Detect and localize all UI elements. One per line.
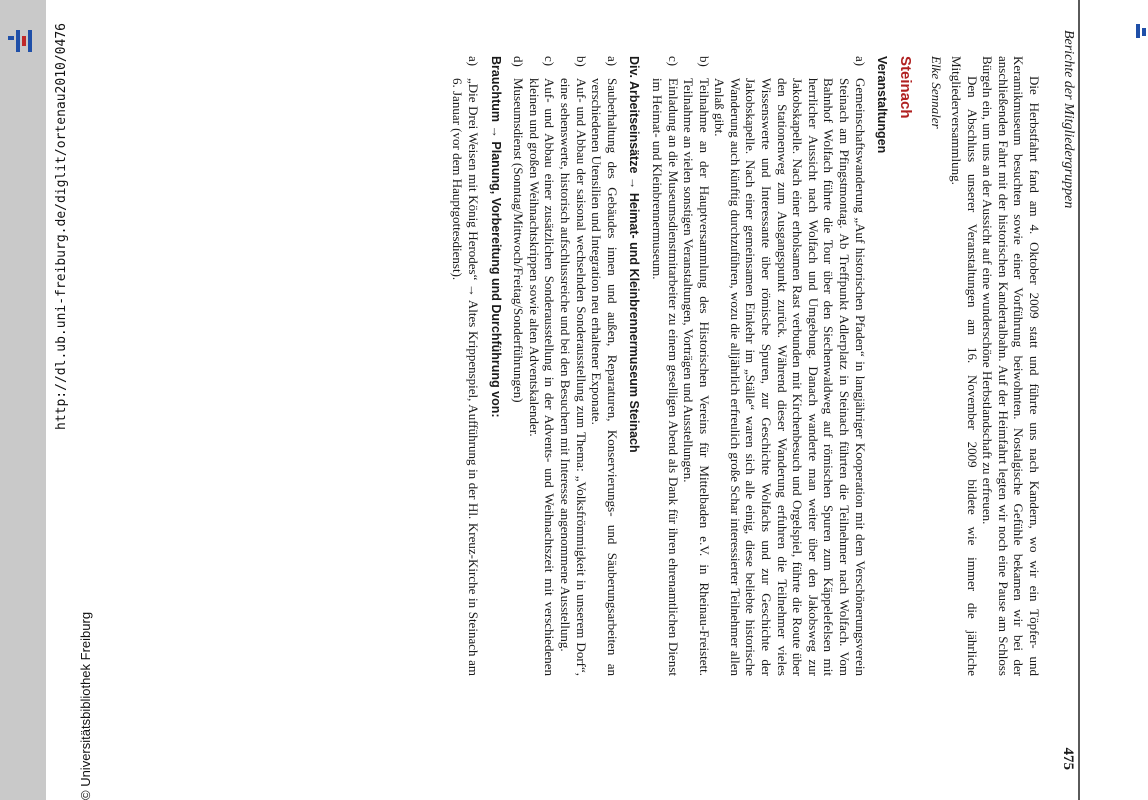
- list-item-label: a): [852, 56, 868, 67]
- list-item: [712, 56, 868, 676]
- list-item: [589, 56, 620, 676]
- list-item-text: „Die Drei Weisen mit König Herodes“ → Altes Krippenspiel, Aufführung in der Hl. Kreuz-Kirche in Steinach am 6. Januar (vor dem Hauptgottesdienst).: [450, 78, 481, 676]
- veranstaltungen-heading: Veranstaltungen: [875, 56, 890, 154]
- arbeitseinsaetze-list: [511, 56, 620, 676]
- list-item-label: a): [604, 56, 620, 67]
- list-item: [526, 56, 557, 676]
- intro-paragraph-1: Die Herbstfahrt fand am 4. Oktober 2009 statt und führte uns nach Kandern, wo wir ein Töpfer- und Keramikmuseum besuchten sowie einer Vorführung beiwohnten. Nostalgische Gefühle bekamen wir bei der anschließenden Fahrt mit der historischen Kandertalbahn. Auf der Heimfahrt legten wir noch eine Pause am Schloss Bürgeln ein, um uns an der Aussicht auf eine wunderschöne Herbstlandschaft zu erfreuen.: [980, 56, 1042, 676]
- list-item: [450, 56, 481, 676]
- list-item-label: c): [542, 56, 558, 67]
- brauchtum-heading: Brauchtum → Planung, Vorbereitung und Durchführung von:: [488, 56, 503, 418]
- intro-paragraph-2: Den Abschluss unserer Veranstaltungen am 16. November 2009 bildete wie immer die jährliche Mitgliederversammlung.: [949, 56, 980, 676]
- page-edge: [1078, 0, 1148, 800]
- veranstaltungen-list: [649, 56, 867, 676]
- list-item-label: a): [466, 56, 481, 67]
- list-item-text: Auf- und Abbau der saisonal wechselnden Sonderausstellung zum Thema: „Volksfrömmigkeit in unserem Dorf“, eine sehenswerte, historisch aufschlussreiche und bei den Besuchern mit Interesse angenommene Ausstellung.: [557, 78, 589, 676]
- list-item-text: Sauberhaltung des Gebäudes innen und außen, Reparaturen, Konservierungs- und Säuberungsarbeiten an verschiedenen Utensilien und Integration neu erhaltener Exponate.: [589, 78, 620, 676]
- list-item-text: Auf- und Abbau einer zusätzlichen Sonderausstellung in der Advents- und Weihnachtszeit mit verschiedenen kleinen und großen Weihnachtskrippen sowie alten Adventskalender.: [526, 78, 558, 676]
- list-item: [557, 56, 588, 676]
- list-item: [649, 56, 680, 676]
- list-item-label: b): [573, 56, 589, 67]
- arbeitseinsaetze-heading: Div. Arbeitseinsätze → Heimat- und Kleinbrennermuseum Steinach: [627, 56, 642, 453]
- copyright-credit: © Universitätsbibliothek Freiburg: [78, 611, 93, 800]
- list-item-label: b): [696, 56, 712, 67]
- section-title: Steinach: [896, 56, 914, 119]
- list-item: [511, 56, 527, 676]
- document-url-link[interactable]: http://dl.ub.uni-freiburg.de/diglit/ortenau2010/0476: [54, 23, 69, 430]
- list-item-text: Museumsdienst (Sonntag/Mittwoch/Freitag/Sonderführungen): [511, 78, 527, 403]
- running-head: [1060, 30, 1076, 770]
- list-item-text: Einladung an die Museumsdienstmitarbeiter zu einem geselligen Abend als Dank für ihren ehrenamtlichen Dienst im Heimat- und Kleinbrennermuseum.: [649, 78, 681, 676]
- author-signature: Elke Sennaler: [929, 56, 945, 129]
- page-number: 475: [1060, 747, 1076, 770]
- document-page: [38, 0, 1078, 800]
- list-item-label: d): [511, 56, 527, 67]
- library-logo-icon: [6, 22, 36, 52]
- list-item: [681, 56, 712, 676]
- list-item-text: Gemeinschaftswanderung „Auf historischen Pfaden“ in langjähriger Kooperation mit dem Verschönerungsverein Steinach am Pfingstmontag. Ab Treffpunkt Adlerplatz in Steinach führten die Teilnehmer nach Wolfach. Vom Bahnhof Wolfach führte die Tour über den Siechenwaldweg auf römischen Spuren zum Käppelefelsen mit herrlicher Aussicht nach Wolfach und Umgebung. Danach wanderte man weiter über den Jakobsweg zur Jakobskapelle. Nach einer erholsamen Rast verbunden mit Kirchenbesuch und Orgelspiel, führte die Route über den Stationenweg zum Ausgangspunkt zurück. Während dieser Wanderung erfuhren die Teilnehmer vieles Wissenswerte und Interessante über römische Spuren, zur Geschichte Wolfachs und zur Geschichte der Jakobskapelle. Nach einer gemeinsamen Einkehr im „Ställe“ waren sich alle einig, diese beliebte historische Wanderung auch künftig durchzuführen, wozu die alljährlich erfreulich große Schar interessierter Teilnehmer allen Anlaß gibt.: [712, 78, 868, 676]
- page-content: [450, 56, 1042, 676]
- list-item-label: c): [665, 56, 681, 67]
- running-head-title: Berichte der Mitgliedergruppen: [1061, 30, 1076, 209]
- library-logo-fragment-icon: [1136, 22, 1148, 38]
- list-item-text: Teilnahme an der Hauptversammlung des Historischen Vereins für Mittelbaden e.V. in Rheinau-Freistett. Teilnahme an vielen sonstigen Veranstaltungen, Vorträgen und Ausstellungen.: [681, 78, 712, 676]
- brauchtum-list: [450, 56, 481, 676]
